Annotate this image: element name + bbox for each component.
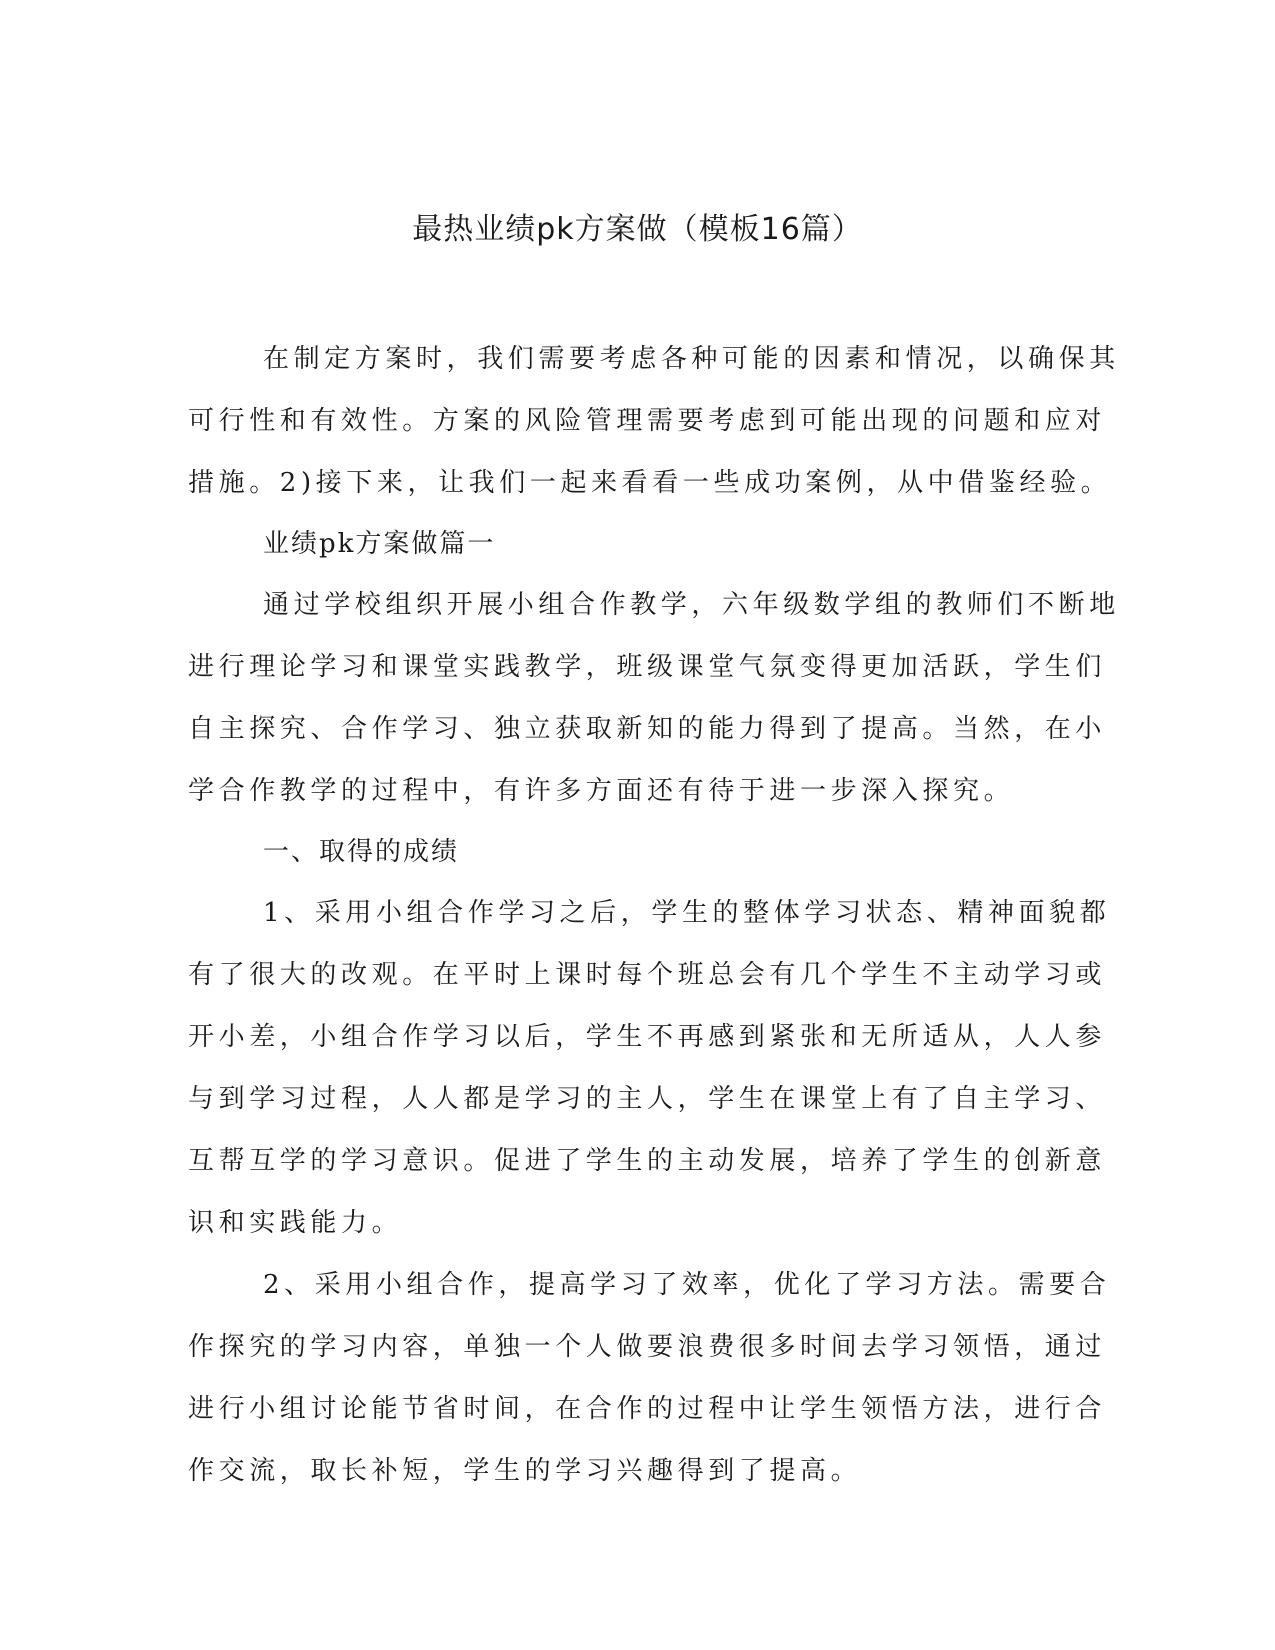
paragraph-line: 通过学校组织开展小组合作教学，六年级数学组的教师们不断地 [263,590,1120,620]
paragraph-line: 互帮互学的学习意识。促进了学生的主动发展，培养了学生的创新意 [188,1146,1107,1176]
document-title: 最热业绩pk方案做（模板16篇） [412,212,863,247]
paragraph-line: 有了很大的改观。在平时上课时每个班总会有几个学生不主动学习或 [188,960,1107,990]
paragraph-line: 1、采用小组合作学习之后，学生的整体学习状态、精神面貌都 [263,898,1111,928]
paragraph-line: 措施。2)接下来，让我们一起来看看一些成功案例，从中借鉴经验。 [188,468,1112,498]
paragraph-line: 开小差，小组合作学习以后，学生不再感到紧张和无所适从，人人参 [188,1022,1107,1052]
paragraph-line: 可行性和有效性。方案的风险管理需要考虑到可能出现的问题和应对 [188,406,1107,436]
section-heading: 业绩pk方案做篇一 [263,529,496,559]
paragraph-line: 进行小组讨论能节省时间，在合作的过程中让学生领悟方法，进行合 [188,1394,1107,1424]
paragraph-line: 在制定方案时，我们需要考虑各种可能的因素和情况，以确保其 [263,344,1120,374]
paragraph-line: 与到学习过程，人人都是学习的主人，学生在课堂上有了自主学习、 [188,1084,1107,1114]
paragraph-line: 作交流，取长补短，学生的学习兴趣得到了提高。 [188,1456,862,1486]
paragraph-line: 进行理论学习和课堂实践教学，班级课堂气氛变得更加活跃，学生们 [188,652,1107,682]
paragraph-line: 作探究的学习内容，单独一个人做要浪费很多时间去学习领悟，通过 [188,1332,1107,1362]
paragraph-line: 2、采用小组合作，提高学习了效率，优化了学习方法。需要合 [263,1270,1111,1300]
document-body [188,328,1120,1502]
paragraph-line: 自主探究、合作学习、独立获取新知的能力得到了提高。当然，在小 [188,714,1107,744]
section-heading: 一、取得的成绩 [263,837,460,867]
paragraph-line: 学合作教学的过程中，有许多方面还有待于进一步深入探究。 [188,776,1015,806]
paragraph-line: 识和实践能力。 [188,1208,403,1238]
